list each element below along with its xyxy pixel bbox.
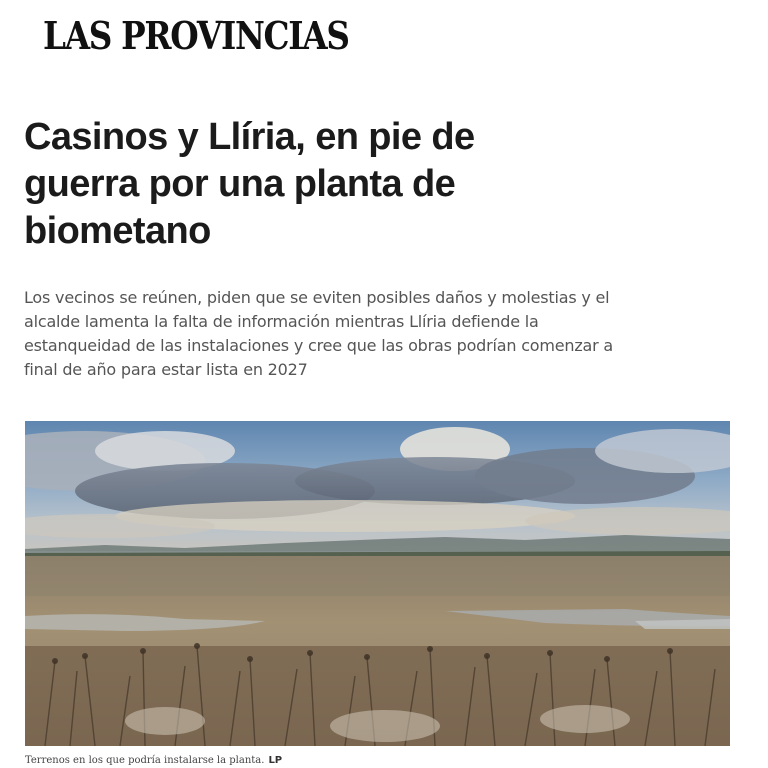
article-subtitle: Los vecinos se reúnen, piden que se eviten posibles daños y molestias y el alcalde lamenta la falta de información mientras Llíria defiende la estanqueidad de las instalaciones y cree que las obras podrían comenzar a final de año para estar lista en 2027 bbox=[24, 288, 614, 379]
site-logo[interactable]: LAS PROVINCIAS bbox=[43, 13, 349, 58]
photo-credit: LP bbox=[268, 755, 283, 766]
photo-caption bbox=[25, 754, 282, 767]
article-headline: Casinos y Llíria, en pie de guerra por una planta de biometano bbox=[24, 116, 475, 252]
article-photo bbox=[25, 421, 730, 746]
photo-caption-text: Terrenos en los que podría instalarse la planta. bbox=[25, 755, 265, 766]
